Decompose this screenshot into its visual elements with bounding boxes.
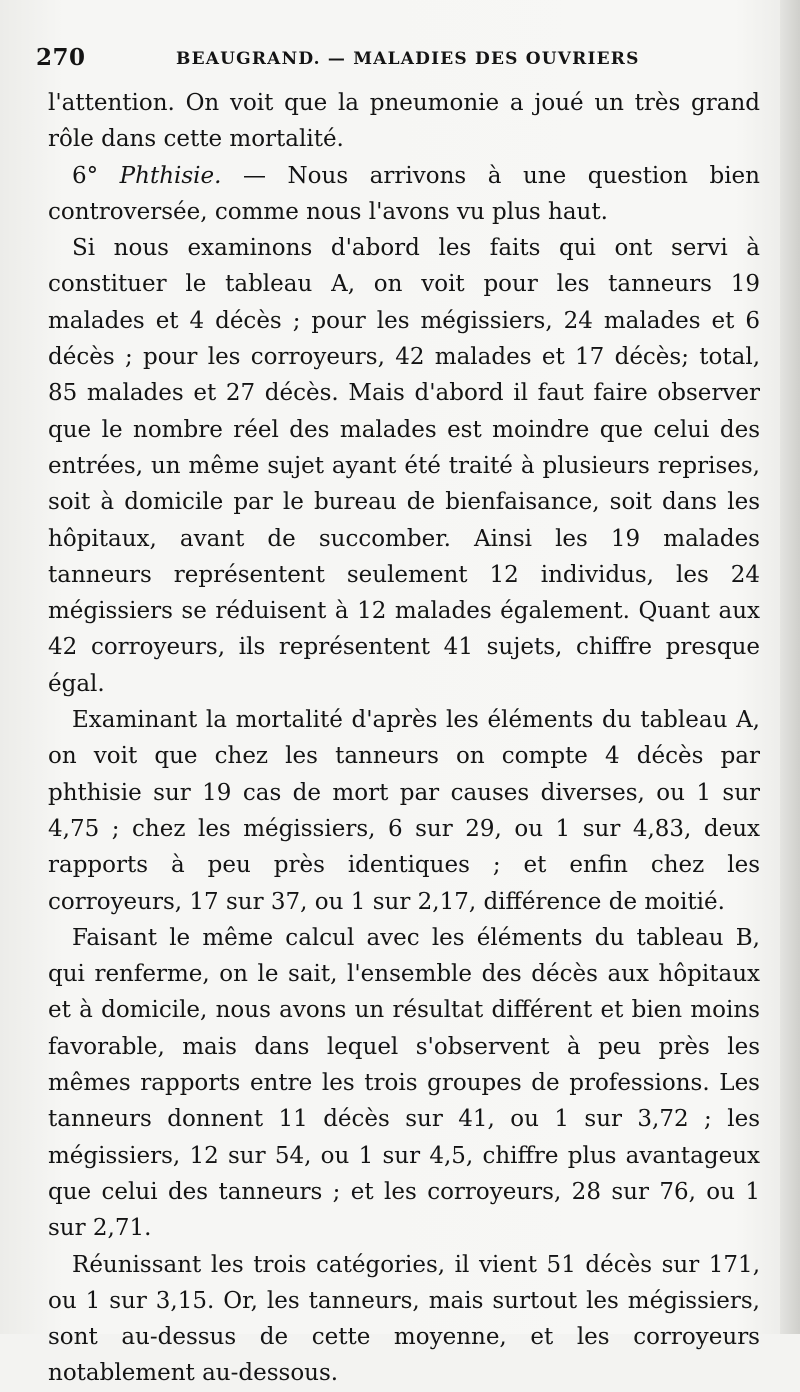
paragraph-categories	[48, 1247, 760, 1392]
body-text	[48, 85, 760, 1392]
paragraph-tableau-b	[48, 920, 760, 1247]
paragraph-text: Si nous examinons d'abord les faits qui ont servi à constituer le tableau A, on voit pour les tanneurs 19 malades et 4 décès ; pour les mégissiers, 24 malades et 6 décès ; pour les corroyeurs, 42 malades et 17 décès; total, 85 malades et 27 décès. Mais d'abord il faut faire observer que le nombre réel des malades est moindre que celui des entrées, un même sujet ayant été traité à plusieurs reprises, soit à domicile par le bureau de bienfaisance, soit dans les hôpitaux, avant de succomber. Ainsi les 19 malades tanneurs représentent seulement 12 individus, les 24 mégissiers se réduisent à 12 malades également. Quant aux 42 corroyeurs, ils représentent 41 sujets, chiffre presque égal.	[48, 235, 760, 697]
paragraph-text: Faisant le même calcul avec les éléments du tableau B, qui renferme, on le sait, l'ensemble des décès aux hôpitaux et à domicile, nous avons un résultat différent et bien moins favorable, mais dans lequel s'observent à peu près les mêmes rapports entre les trois groupes de professions. Les tanneurs donnent 11 décès sur 41, ou 1 sur 3,72 ; les mégissiers, 12 sur 54, ou 1 sur 4,5, chiffre plus avantageux que celui des tanneurs ; et les corroyeurs, 28 sur 76, ou 1 sur 2,71.	[48, 924, 760, 1242]
paragraph-tableau-a	[48, 230, 760, 702]
paragraph-text: — Nous arrivons à une question bien controversée, comme nous l'avons vu plus haut.	[48, 162, 760, 225]
paragraph-continuation	[48, 85, 760, 158]
paragraph-mortalite	[48, 702, 760, 920]
paragraph-text: l'attention. On voit que la pneumonie a joué un très grand rôle dans cette mortalité.	[48, 90, 760, 153]
running-head: BEAUGRAND. — MALADIES DES OUVRIERS	[176, 49, 640, 69]
page-edge-shadow	[780, 0, 800, 1334]
paragraph-text: Réunissant les trois catégories, il vient 51 décès sur 171, ou 1 sur 3,15. Or, les tanneurs, mais surtout les mégissiers, sont au-dessus de cette moyenne, et les corroyeurs notablement au-dessous.	[48, 1251, 760, 1387]
page-number: 270	[36, 44, 86, 71]
section-number: 6°	[72, 162, 120, 189]
section-title: Phthisie.	[119, 162, 222, 189]
paragraph-text: Examinant la mortalité d'après les éléments du tableau A, on voit que chez les tanneurs on compte 4 décès par phthisie sur 19 cas de mort par causes diverses, ou 1 sur 4,75 ; chez les mégissiers, 6 sur 29, ou 1 sur 4,83, deux rapports à peu près identiques ; et enfin chez les corroyeurs, 17 sur 37, ou 1 sur 2,17, différence de moitié.	[48, 707, 760, 915]
page-header	[36, 44, 776, 80]
paragraph-phthisie	[48, 158, 760, 231]
